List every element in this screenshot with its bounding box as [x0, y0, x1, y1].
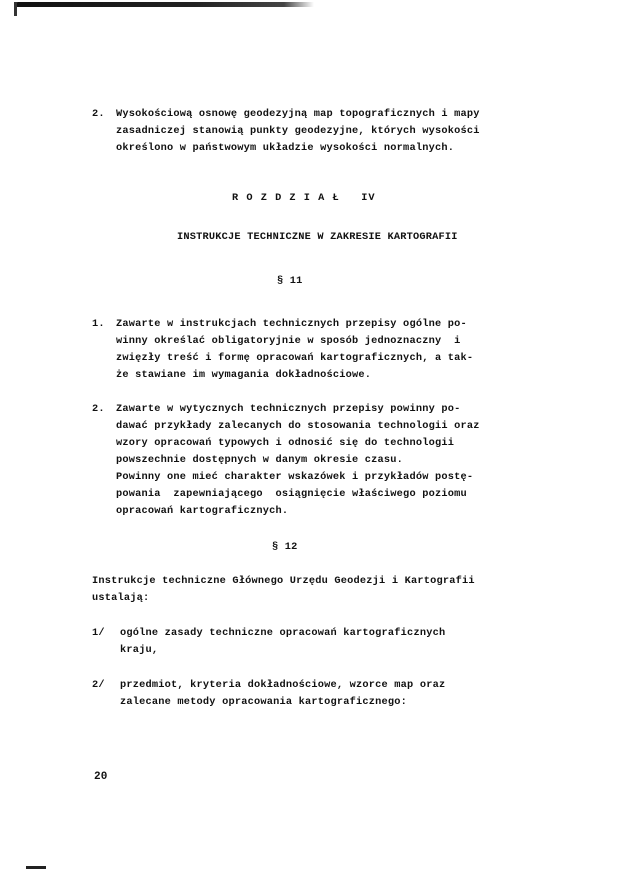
chapter-title: INSTRUKCJE TECHNICZNE W ZAKRESIE KARTOGRAFII: [177, 231, 458, 243]
section-heading-11: § 11: [277, 275, 303, 287]
text-line: Instrukcje techniczne Głównego Urzędu Geodezji i Kartografii: [92, 575, 475, 587]
paragraph-number: 2.: [92, 108, 105, 120]
text-line: kraju,: [120, 644, 159, 656]
scan-edge-shadow: [14, 2, 314, 7]
text-line: Powinny one mieć charakter wskazówek i przykładów postę-: [116, 471, 474, 483]
text-line: powania zapewniającego osiągnięcie właściwego poziomu: [116, 488, 467, 500]
text-line: Zawarte w wytycznych technicznych przepisy powinny po-: [116, 403, 461, 415]
text-line: ustalają:: [92, 592, 150, 604]
text-line: ogólne zasady techniczne opracowań kartograficznych: [120, 627, 446, 639]
chapter-heading: R O Z D Z I A Ł IV: [232, 192, 376, 204]
scan-corner-mark: [26, 866, 46, 869]
text-line: określono w państwowym układzie wysokości normalnych.: [116, 142, 455, 154]
item-number: 1/: [92, 627, 105, 639]
text-line: Zawarte w instrukcjach technicznych przepisy ogólne po-: [116, 318, 467, 330]
text-line: zalecane metody opracowania kartograficznego:: [120, 696, 408, 708]
text-line: opracowań kartograficznych.: [116, 505, 289, 517]
item-number: 2/: [92, 679, 105, 691]
text-line: że stawiane im wymagania dokładnościowe.: [116, 369, 372, 381]
item-number: 2.: [92, 403, 105, 415]
text-line: zasadniczej stanowią punkty geodezyjne, których wysokości: [116, 125, 480, 137]
item-number: 1.: [92, 318, 105, 330]
page-number: 20: [94, 771, 108, 783]
text-line: wzory opracowań typowych i odnosić się do technologii: [116, 437, 455, 449]
section-heading-12: § 12: [272, 541, 298, 553]
text-line: dawać przykłady zalecanych do stosowania technologii oraz: [116, 420, 480, 432]
scan-edge-shadow-left: [14, 2, 17, 16]
text-line: powszechnie dostępnych w danym okresie czasu.: [116, 454, 404, 466]
text-line: przedmiot, kryteria dokładnościowe, wzorce map oraz: [120, 679, 446, 691]
text-line: zwięzły treść i formę opracowań kartograficznych, a tak-: [116, 352, 474, 364]
text-line: Wysokościową osnowę geodezyjną map topograficznych i mapy: [116, 108, 480, 120]
text-line: winny określać obligatoryjnie w sposób jednoznaczny i: [116, 335, 461, 347]
